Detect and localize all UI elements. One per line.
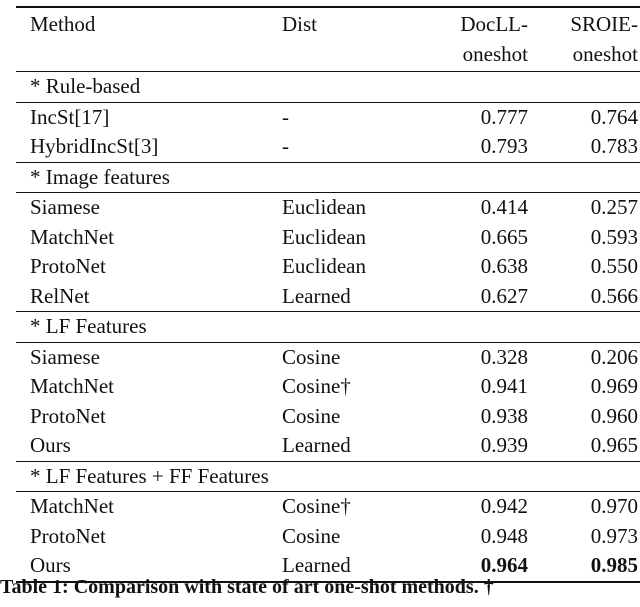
section-title: * Rule-based (30, 74, 141, 98)
header-sroie-line2: oneshot (572, 41, 638, 66)
cell-docll: 0.414 (480, 195, 528, 219)
cell-dist: Cosine (282, 344, 341, 369)
cell-dist: Cosine (282, 403, 341, 428)
cell-method: ProtoNet (30, 523, 106, 548)
section-image-features (16, 162, 640, 312)
cell-method: MatchNet (30, 224, 114, 249)
cell-sroie-best: 0.985 (590, 553, 638, 577)
header-sroie-line1: SROIE- (570, 12, 638, 36)
table-row (16, 492, 640, 522)
cell-docll-best: 0.964 (480, 553, 528, 577)
cell-dist: Learned (282, 283, 351, 308)
cell-method: Ours (30, 553, 71, 577)
cell-dist: Euclidean (282, 254, 366, 278)
cell-docll: 0.938 (480, 403, 528, 428)
table-row (16, 193, 640, 223)
cell-docll: 0.638 (480, 254, 528, 278)
section-lf-ff-features (16, 461, 640, 582)
cell-docll: 0.328 (480, 344, 528, 369)
results-table-container (16, 6, 640, 583)
cell-dist: Cosine† (282, 374, 351, 398)
cell-dist: - (282, 134, 289, 158)
cell-docll: 0.665 (480, 224, 528, 249)
table-row (16, 102, 640, 132)
cell-docll: 0.939 (480, 433, 528, 457)
cell-docll: 0.793 (480, 134, 528, 158)
table-row (16, 342, 640, 372)
table-row (16, 431, 640, 461)
cell-method: Siamese (30, 195, 100, 219)
section-title: * LF Features (30, 314, 147, 338)
header-docll (420, 7, 530, 72)
table-row (16, 132, 640, 162)
cell-method: RelNet (30, 283, 90, 308)
results-table (16, 6, 640, 583)
cell-sroie: 0.593 (590, 224, 638, 249)
header-docll-line1: DocLL- (460, 12, 528, 36)
cell-docll: 0.948 (480, 523, 528, 548)
cell-method: MatchNet (30, 494, 114, 518)
table-row (16, 252, 640, 282)
cell-sroie: 0.550 (590, 254, 638, 278)
cell-docll: 0.777 (480, 104, 528, 129)
table-row (16, 372, 640, 402)
cell-sroie: 0.973 (590, 523, 638, 548)
table-row (16, 282, 640, 312)
cell-method: Ours (30, 433, 71, 457)
cell-docll: 0.941 (480, 374, 528, 398)
cell-sroie: 0.764 (590, 104, 638, 129)
header-dist: Dist (282, 12, 318, 36)
section-rule-based (16, 72, 640, 163)
cell-sroie: 0.257 (590, 195, 638, 219)
cell-dist: Cosine (282, 523, 341, 548)
cell-method: ProtoNet (30, 403, 106, 428)
cell-dist: - (282, 104, 289, 129)
table-row (16, 223, 640, 253)
cell-sroie: 0.965 (590, 433, 638, 457)
cell-sroie: 0.970 (590, 494, 638, 518)
section-title: * LF Features + FF Features (30, 463, 269, 488)
cell-sroie: 0.783 (590, 134, 638, 158)
cell-docll: 0.942 (480, 494, 528, 518)
cell-method: IncSt[17] (30, 104, 110, 129)
cell-method: ProtoNet (30, 254, 106, 278)
table-row (16, 402, 640, 432)
section-lf-features (16, 312, 640, 462)
cell-sroie: 0.566 (590, 283, 638, 308)
header-method: Method (30, 12, 96, 36)
cell-sroie: 0.969 (590, 374, 638, 398)
cell-dist: Learned (282, 553, 351, 577)
cell-method: Siamese (30, 344, 100, 369)
table-caption: Table 1: Comparison with state of art one-shot methods. † (0, 576, 494, 598)
cell-docll: 0.627 (480, 283, 528, 308)
cell-dist: Euclidean (282, 224, 366, 249)
cell-method: HybridIncSt[3] (30, 134, 159, 158)
header-sroie (530, 7, 640, 72)
section-title: * Image features (30, 164, 170, 189)
header-docll-line2: oneshot (462, 41, 528, 66)
cell-method: MatchNet (30, 374, 114, 398)
header-row (16, 7, 640, 72)
cell-dist: Cosine† (282, 494, 351, 518)
table-row (16, 522, 640, 552)
cell-sroie: 0.960 (590, 403, 638, 428)
cell-dist: Learned (282, 433, 351, 457)
cell-sroie: 0.206 (590, 344, 638, 369)
cell-dist: Euclidean (282, 195, 366, 219)
